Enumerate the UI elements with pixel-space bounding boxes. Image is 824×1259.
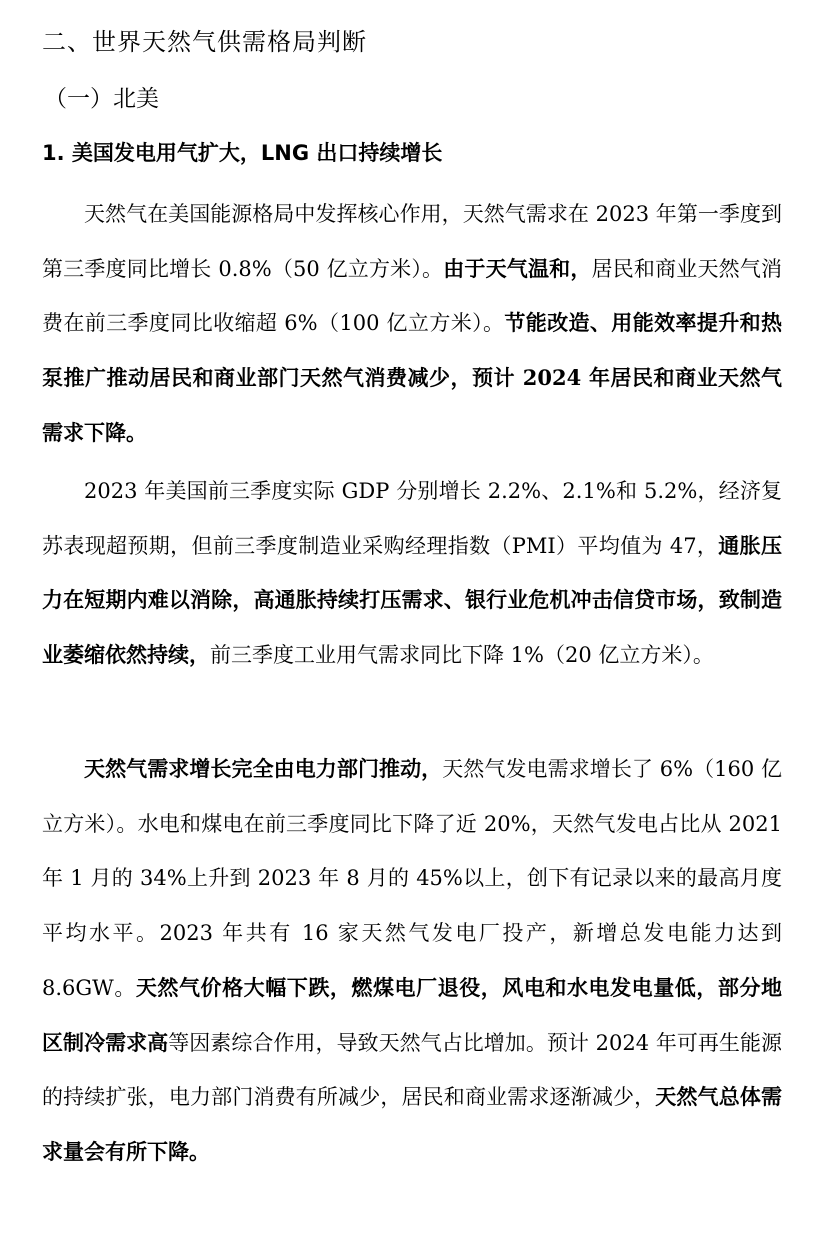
paragraph	[42, 742, 782, 1180]
item-title: 1. 美国发电用气扩大，LNG 出口持续增长	[42, 141, 443, 165]
paragraph-text: 等因素综合作用，导致天然气占比增加。预计 2024 年可再生能源的持续扩张，电力部门消费有所减少，居民和商业需求逐渐减少，	[42, 1030, 782, 1110]
paragraph-bold-text: 由于天气温和，	[443, 255, 592, 281]
paragraph-text: 前三季度工业用气需求同比下降 1%（20 亿立方米）。	[210, 643, 714, 668]
paragraph-text: 天然气发电需求增长了 6%（160 亿立方米）。水电和煤电在前三季度同比下降了近 20%，天然气发电占比从 2021 年 1 月的 34%上升到 2023 年 8 月的 45%以上，创下有记录以来的最高月度平均水平。2023 年共有 16 家天然气发电厂投产，新增总发电能力达到 8.6GW。	[42, 757, 782, 1000]
section-title: 二、世界天然气供需格局判断	[42, 28, 367, 56]
paragraph-bold-text: 通胀压力在短期内难以消除，高通胀持续打压需求、银行业危机冲击信贷市场，致制造业萎缩依然持续，	[42, 532, 783, 668]
paragraph-bold-text: 节能改造、用能效率提升和热泵推广推动居民和商业部门天然气消费减少，预计 2024 年居民和商业天然气需求下降。	[42, 310, 783, 445]
paragraph-bold-text: 天然气价格大幅下跌，燃煤电厂退役，风电和水电发电量低，部分地区制冷需求高	[42, 974, 782, 1055]
paragraph	[42, 187, 782, 461]
paragraph-text: 天然气在美国能源格局中发挥核心作用，天然气需求在 2023 年第一季度到第三季度同比增长 0.8%（50 亿立方米）。	[42, 202, 782, 281]
paragraph-bold-text: 天然气需求增长完全由电力部门推动，	[84, 756, 443, 781]
paragraph-text: 居民和商业天然气消费在前三季度同比收缩超 6%（100 亿立方米）。	[42, 256, 783, 336]
subsection-title: （一）北美	[44, 86, 159, 112]
paragraph-bold-text: 天然气总体需求量会有所下降。	[42, 1084, 783, 1164]
paragraph-text: 2023 年美国前三季度实际 GDP 分别增长 2.2%、2.1%和 5.2%，经济复苏表现超预期，但前三季度制造业采购经理指数（PMI）平均值为 47，	[42, 479, 782, 558]
paragraph	[42, 464, 782, 683]
